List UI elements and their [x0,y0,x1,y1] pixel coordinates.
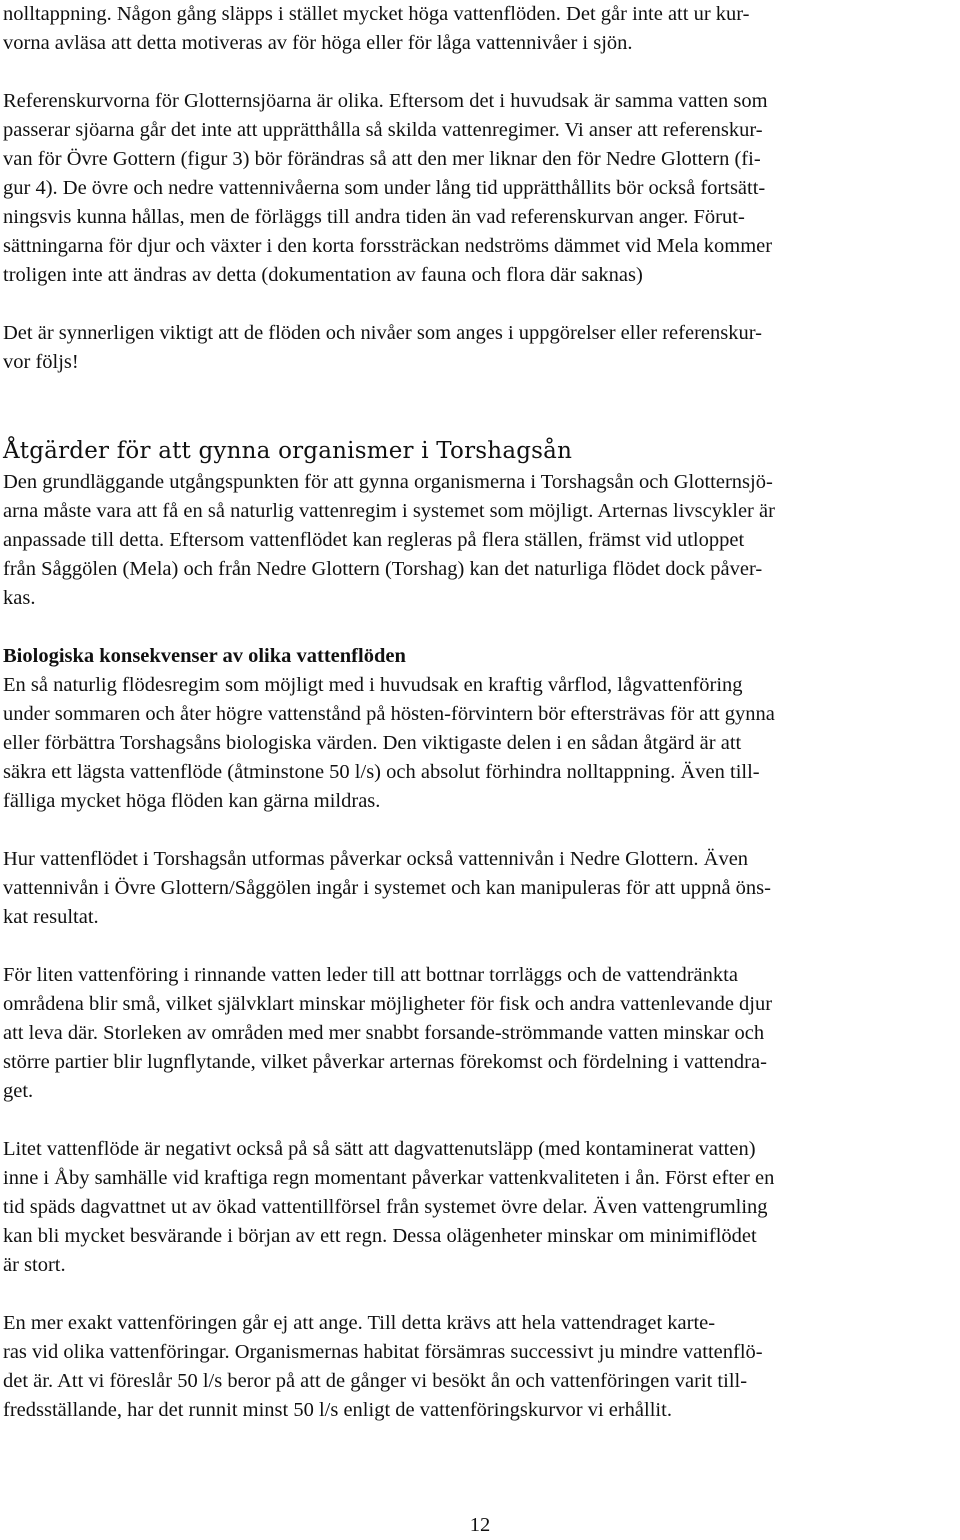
paragraph [3,961,953,1106]
text-line: En mer exakt vattenföringen går ej att ange. Till detta krävs att hela vattendraget karte- [3,1312,716,1334]
text-line: fälliga mycket höga flöden kan gärna mildras. [3,790,381,812]
intro-text-block [3,0,953,377]
text-line: sättningarna för djur och växter i den korta forssträckan nedströms dämmet vid Mela kommer [3,235,773,257]
text-line: van för Övre Gottern (figur 3) bör förändras så att den mer liknar den för Nedre Glottern (fi- [3,148,761,170]
paragraph [3,468,953,613]
text-line: fredsställande, har det runnit minst 50 l/s enligt de vattenföringskurvor vi erhållit. [3,1399,672,1421]
paragraph [3,87,953,290]
text-line: kat resultat. [3,906,99,928]
text-line: Referenskurvorna för Glotternsjöarna är olika. Eftersom det i huvudsak är samma vatten som [3,90,768,112]
text-line: Det är synnerligen viktigt att de flöden och nivåer som anges i uppgörelser eller referenskur- [3,322,762,344]
section-text-block [3,468,953,1425]
text-line: En så naturlig flödesregim som möjligt med i huvudsak en kraftig vårflod, lågvattenföring [3,674,743,696]
page-number: 12 [469,1514,491,1536]
text-line: get. [3,1080,34,1102]
paragraph [3,1135,953,1280]
text-line: från Såggölen (Mela) och från Nedre Glottern (Torshag) kan det naturliga flödet dock påver- [3,558,763,580]
paragraph [3,0,953,58]
text-line: att leva där. Storleken av områden med mer snabbt forsande-strömmande vatten minskar och [3,1022,765,1044]
text-line: gur 4). De övre och nedre vattennivåerna som under lång tid upprätthållits bör också fortsätt- [3,177,766,199]
text-line: är stort. [3,1254,66,1276]
paragraph [3,671,953,816]
text-line: kan bli mycket besvärande i början av ett regn. Dessa olägenheter minskar om minimiflödet [3,1225,757,1247]
text-line: nolltappning. Någon gång släpps i stället mycket höga vattenflöden. Det går inte att ur kur- [3,3,750,25]
paragraph [3,1309,953,1425]
text-line: Den grundläggande utgångspunkten för att gynna organismerna i Torshagsån och Glotternsjö- [3,471,773,493]
text-line: ningsvis kunna hållas, men de förläggs till andra tiden än vad referenskurvan anger. Förut- [3,206,745,228]
text-line: tid späds dagvattnet ut av ökad vattentillförsel från systemet övre delar. Även vattengrumling [3,1196,768,1218]
text-line: områdena blir små, vilket självklart minskar möjligheter för fisk och andra vattenlevande djur [3,993,773,1015]
text-line: eller förbättra Torshagsåns biologiska värden. Den viktigaste delen i en sådan åtgärd är att [3,732,742,754]
text-line: vor följs! [3,351,79,373]
text-line: passerar sjöarna går det inte att upprätthålla så skilda vattenregimer. Vi anser att referenskur- [3,119,763,141]
text-line: vorna avläsa att detta motiveras av för höga eller för låga vattennivåer i sjön. [3,32,633,54]
text-line: under sommaren och åter högre vattenstånd på hösten-förvintern bör eftersträvas för att gynna [3,703,775,725]
text-line: kas. [3,587,36,609]
paragraph [3,319,953,377]
text-line: Litet vattenflöde är negativt också på så sätt att dagvattenutsläpp (med kontaminerat vatten) [3,1138,756,1160]
text-line: troligen inte att ändras av detta (dokumentation av fauna och flora där saknas) [3,264,643,286]
text-line: arna måste vara att få en så naturlig vattenregim i systemet som möjligt. Arternas livscykler är [3,500,775,522]
text-line: säkra ett lägsta vattenflöde (åtminstone 50 l/s) och absolut förhindra nolltappning. Även till- [3,761,760,783]
subsection-heading: Biologiska konsekvenser av olika vattenflöden [3,645,406,667]
paragraph [3,845,953,932]
text-line: vattennivån i Övre Glottern/Såggölen ingår i systemet och kan manipuleras för att uppnå öns- [3,877,771,899]
text-line: Hur vattenflödet i Torshagsån utformas påverkar också vattennivån i Nedre Glottern. Även [3,848,749,870]
text-line: det är. Att vi föreslår 50 l/s beror på att de gånger vi besökt ån och vattenföringen varit till- [3,1370,748,1392]
text-line: inne i Åby samhälle vid kraftiga regn momentant påverkar vattenkvaliteten i ån. Först efter en [3,1167,775,1189]
text-line: För liten vattenföring i rinnande vatten leder till att bottnar torrläggs och de vattendränkta [3,964,738,986]
text-line: ras vid olika vattenföringar. Organismernas habitat försämras successivt ju mindre vattenflö- [3,1341,763,1363]
section-heading: Åtgärder för att gynna organismer i Torshagsån [3,438,573,464]
text-line: större partier blir lugnflytande, vilket påverkar arternas förekomst och fördelning i vattendra- [3,1051,767,1073]
text-line: anpassade till detta. Eftersom vattenflödet kan regleras på flera ställen, främst vid utloppet [3,529,745,551]
